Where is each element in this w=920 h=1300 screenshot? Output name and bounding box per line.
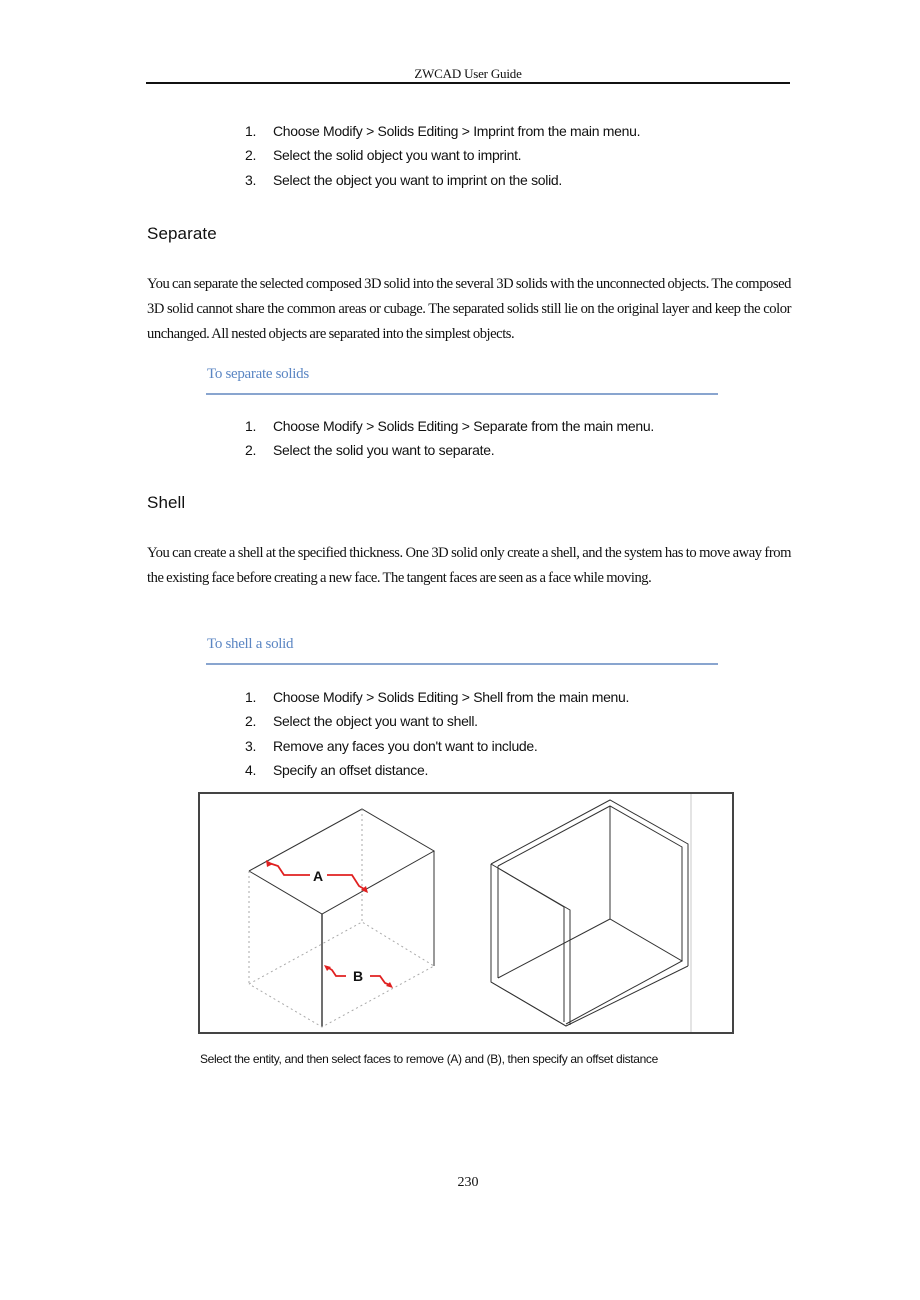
label-a: A <box>312 868 324 884</box>
shell-diagram <box>200 794 732 1032</box>
figure-caption: Select the entity, and then select faces to remove (A) and (B), then specify an offset distance <box>200 1052 658 1066</box>
arrowhead-icon <box>266 860 273 867</box>
solid-box-before <box>249 809 434 1027</box>
list-item: 2. Select the object you want to shell. <box>245 713 478 730</box>
subheading-divider <box>206 393 718 395</box>
list-item: 2. Select the solid object you want to imprint. <box>245 147 522 164</box>
separate-steps-list <box>245 414 654 463</box>
arrowhead-icon <box>324 965 331 971</box>
subheading-to-shell-a-solid: To shell a solid <box>207 636 294 652</box>
section-heading-separate: Separate <box>147 224 217 243</box>
list-item: 4. Specify an offset distance. <box>245 761 429 778</box>
running-header: ZWCAD User Guide <box>414 66 522 81</box>
list-item: 1. Choose Modify > Solids Editing > Imprint from the main menu. <box>245 123 641 139</box>
page-number: 230 <box>457 1175 479 1190</box>
list-item: 1. Choose Modify > Solids Editing > Separate from the main menu. <box>245 418 654 434</box>
header-divider <box>146 82 790 84</box>
shell-description: You can create a shell at the specified thickness. One 3D solid only create a shell, and the system has to move away from the existing face before creating a new face. The tangent faces are seen as a face while moving. <box>147 545 791 587</box>
list-item: 1. Choose Modify > Solids Editing > Shell from the main menu. <box>245 689 630 705</box>
list-item: 3. Select the object you want to imprint on the solid. <box>245 171 562 188</box>
section-heading-shell: Shell <box>147 493 186 512</box>
shell-illustration <box>198 792 734 1034</box>
list-item: 2. Select the solid you want to separate. <box>245 442 495 459</box>
separate-description: You can separate the selected composed 3D solid into the several 3D solids with the unconnected objects. The composed 3D solid cannot share the common areas or cubage. The separated solids still lie on the original layer and keep the color unchanged. All nested objects are separated into the simplest objects. <box>147 276 791 343</box>
shell-steps-list <box>245 685 629 782</box>
shelled-solid <box>491 800 688 1026</box>
subheading-to-separate-solids: To separate solids <box>207 366 309 382</box>
subheading-divider <box>206 663 718 665</box>
list-item: 3. Remove any faces you don't want to include. <box>245 737 538 754</box>
imprint-steps-list <box>245 119 640 192</box>
hidden-edges <box>249 809 434 1027</box>
label-b: B <box>352 968 364 984</box>
